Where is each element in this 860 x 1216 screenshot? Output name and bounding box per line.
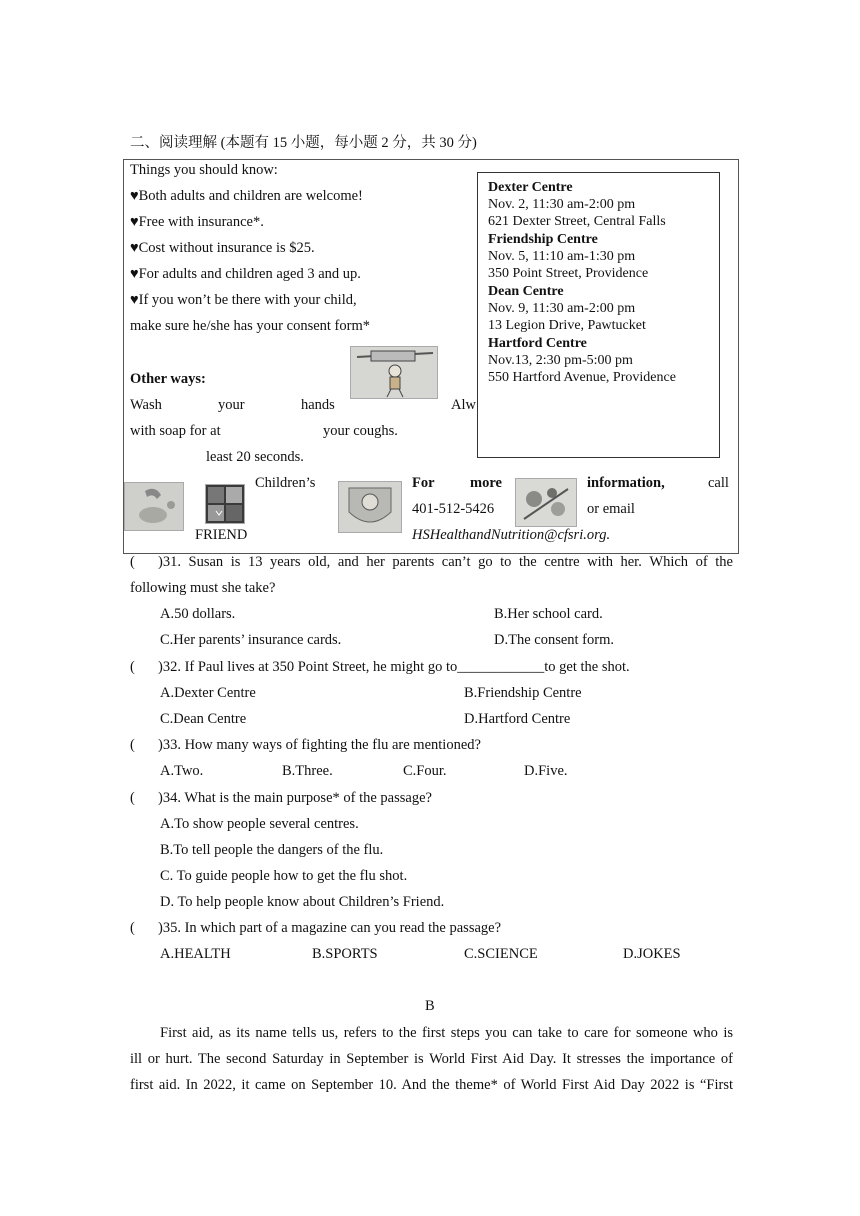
- option-b[interactable]: B.To tell people the dangers of the flu.: [160, 842, 384, 858]
- hand-washing-image: [124, 482, 184, 531]
- question-paren: (: [130, 790, 135, 806]
- q-word: go: [478, 554, 493, 570]
- notice-item: ♥Free with insurance*.: [130, 214, 264, 230]
- notice-item: ♥Cost without insurance is $25.: [130, 240, 315, 256]
- q-word: the: [518, 554, 537, 570]
- question-34: )34. What is the main purpose* of the passage?: [158, 790, 432, 806]
- cough-image: [338, 481, 402, 533]
- option-c[interactable]: C. To guide people how to get the flu shot.: [160, 868, 408, 884]
- virus-image: [515, 478, 577, 527]
- question-33: )33. How many ways of fighting the flu are mentioned?: [158, 737, 481, 753]
- info-word: call: [708, 475, 729, 491]
- childrens-label: Children’s: [255, 475, 316, 491]
- q-word: parents: [392, 554, 435, 570]
- option-d[interactable]: D.The consent form.: [494, 632, 614, 648]
- always-fragment: Alw: [451, 397, 476, 413]
- question-31-line: [158, 554, 733, 571]
- coughs-fragment: your coughs.: [323, 423, 398, 439]
- centres-box: [477, 172, 720, 458]
- question-32: )32. If Paul lives at 350 Point Street, he might go to____________to get the shot.: [158, 659, 630, 675]
- option-d[interactable]: D.Five.: [524, 763, 568, 779]
- q-word: to: [500, 554, 512, 570]
- centre-address: 621 Dexter Street, Central Falls: [488, 214, 666, 229]
- q-word: can’t: [441, 554, 471, 570]
- question-paren: (: [130, 659, 135, 675]
- passage-b-line: first aid. In 2022, it came on September 10. And the theme* of World First Aid Day 2022 is “First: [130, 1077, 733, 1093]
- passage-b-line: First aid, as its name tells us, refers to the first steps you can take to care for someone who is: [160, 1025, 733, 1041]
- q-word: )31.: [158, 554, 181, 570]
- q-word: of: [695, 554, 708, 570]
- notice-item: make sure he/she has your consent form*: [130, 318, 370, 334]
- passage-b-line: ill or hurt. The second Saturday in September is World First Aid Day. It stresses the importance of: [130, 1051, 733, 1067]
- option-d[interactable]: D. To help people know about Children’s Friend.: [160, 894, 445, 910]
- question-paren: (: [130, 920, 135, 936]
- option-c[interactable]: C.SCIENCE: [464, 946, 538, 962]
- wash-line-3: least 20 seconds.: [206, 449, 304, 465]
- option-c[interactable]: C.Dean Centre: [160, 711, 247, 727]
- centre-name: Dean Centre: [488, 284, 564, 299]
- section-title: 二、阅读理解 (本题有 15 小题，每小题 2 分，共 30 分): [130, 135, 477, 151]
- flu-shot-image: [350, 346, 438, 399]
- centre-address: 350 Point Street, Providence: [488, 266, 649, 281]
- wash-word: your: [218, 397, 245, 413]
- q-word: and: [337, 554, 359, 570]
- option-d[interactable]: D.JOKES: [623, 946, 681, 962]
- centre-name: Friendship Centre: [488, 232, 598, 247]
- info-word: more: [470, 475, 502, 491]
- option-b[interactable]: B.SPORTS: [312, 946, 378, 962]
- centre-time: Nov. 2, 11:30 am-2:00 pm: [488, 197, 636, 212]
- question-31-line-2: following must she take?: [130, 580, 276, 596]
- option-a[interactable]: A.Dexter Centre: [160, 685, 256, 701]
- centre-time: Nov. 5, 11:10 am-1:30 pm: [488, 249, 636, 264]
- question-paren: (: [130, 554, 135, 570]
- option-b[interactable]: B.Her school card.: [494, 606, 603, 622]
- friend-label: FRIEND: [195, 527, 248, 543]
- centre-address: 13 Legion Drive, Pawtucket: [488, 318, 646, 333]
- question-paren: (: [130, 737, 135, 753]
- other-ways-heading: Other ways:: [130, 371, 206, 387]
- phone-number: 401-512-5426: [412, 501, 495, 517]
- notice-heading: Things you should know:: [130, 162, 278, 178]
- q-word: Susan: [188, 554, 224, 570]
- passage-b-label: B: [425, 998, 435, 1014]
- option-b[interactable]: B.Friendship Centre: [464, 685, 582, 701]
- q-word: her: [366, 554, 385, 570]
- option-c[interactable]: C.Her parents’ insurance cards.: [160, 632, 342, 648]
- option-a[interactable]: A.To show people several centres.: [160, 816, 359, 832]
- q-word: old,: [308, 554, 331, 570]
- option-c[interactable]: C.Four.: [403, 763, 447, 779]
- notice-item: ♥Both adults and children are welcome!: [130, 188, 363, 204]
- or-email: or email: [587, 501, 635, 517]
- notice-item: ♥If you won’t be there with your child,: [130, 292, 357, 308]
- option-a[interactable]: A.50 dollars.: [160, 606, 236, 622]
- centre-name: Dexter Centre: [488, 180, 573, 195]
- option-d[interactable]: D.Hartford Centre: [464, 711, 571, 727]
- q-word: years: [269, 554, 301, 570]
- info-word: information,: [587, 475, 665, 491]
- q-word: her.: [620, 554, 642, 570]
- wash-word: Wash: [130, 397, 162, 413]
- question-35: )35. In which part of a magazine can you read the passage?: [158, 920, 502, 936]
- centre-name: Hartford Centre: [488, 336, 587, 351]
- q-word: is: [230, 554, 241, 570]
- wash-line-2: with soap for at: [130, 423, 221, 439]
- q-word: 13: [247, 554, 263, 570]
- centre-time: Nov.13, 2:30 pm-5:00 pm: [488, 353, 633, 368]
- email-address: HSHealthandNutrition@cfsri.org.: [412, 527, 611, 543]
- centre-address: 550 Hartford Avenue, Providence: [488, 370, 676, 385]
- q-word: centre: [544, 554, 580, 570]
- option-a[interactable]: A.Two.: [160, 763, 204, 779]
- wash-word: hands: [301, 397, 335, 413]
- q-word: Which: [649, 554, 689, 570]
- notice-item: ♥For adults and children aged 3 and up.: [130, 266, 361, 282]
- info-word: For: [412, 475, 435, 491]
- centre-time: Nov. 9, 11:30 am-2:00 pm: [488, 301, 636, 316]
- option-a[interactable]: A.HEALTH: [160, 946, 231, 962]
- childrens-friend-logo: [205, 484, 245, 524]
- option-b[interactable]: B.Three.: [282, 763, 333, 779]
- q-word: the: [715, 554, 733, 570]
- q-word: with: [587, 554, 613, 570]
